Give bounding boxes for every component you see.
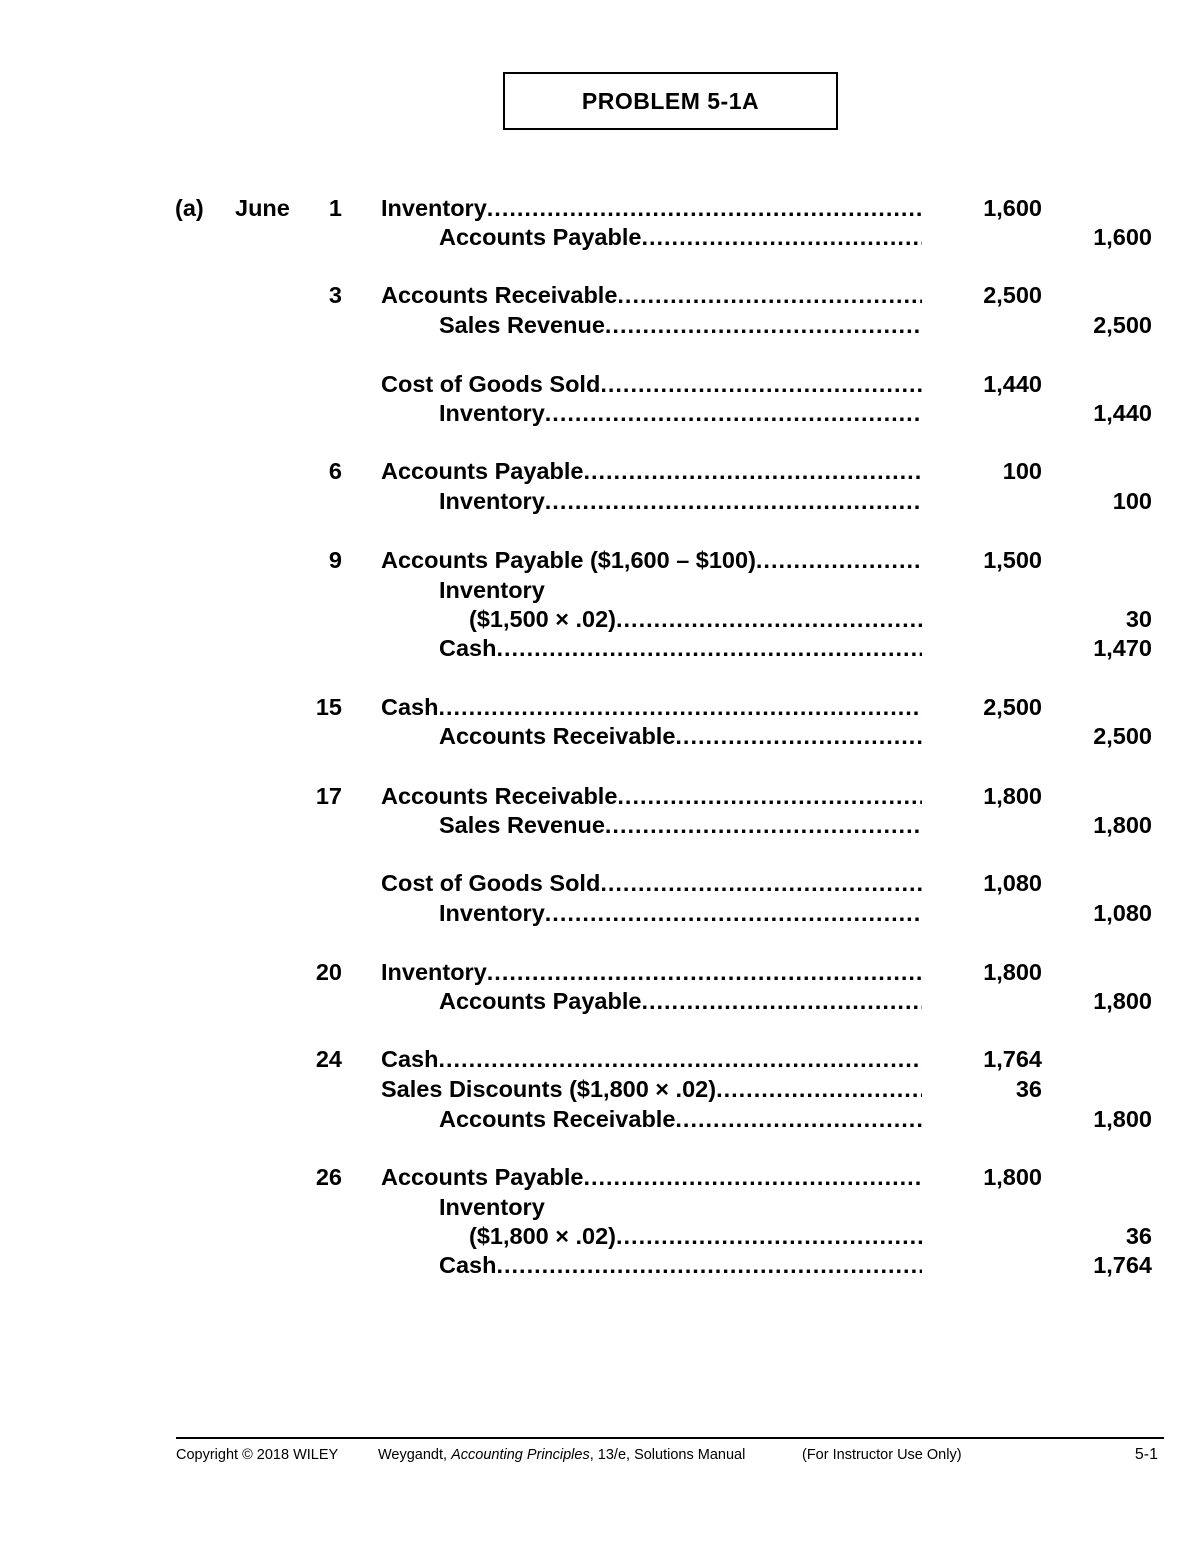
dot-leader [496, 633, 922, 663]
credit-account [439, 898, 922, 928]
dot-leader [716, 1074, 922, 1104]
credit-amount: 1,080 [1093, 900, 1152, 926]
dot-leader [641, 986, 922, 1016]
journal-line [0, 986, 1200, 1016]
journal-line [0, 193, 1200, 223]
account-name: Sales Revenue [439, 812, 605, 838]
account-name: ($1,800 × .02) [469, 1223, 616, 1249]
journal-line [0, 957, 1200, 987]
credit-account [439, 633, 922, 663]
credit-amount: 1,600 [1093, 224, 1152, 250]
credit-account [439, 1192, 922, 1222]
dot-leader [605, 810, 922, 840]
debit-amount: 100 [1002, 458, 1042, 484]
account-name: Accounts Payable [439, 988, 642, 1014]
dot-leader [583, 456, 922, 486]
entry-date: 9 [328, 547, 342, 573]
account-name: Cash [381, 694, 439, 720]
journal-line [0, 1162, 1200, 1192]
journal-line [0, 1221, 1200, 1251]
account-name: Accounts Payable ($1,600 – $100) [381, 547, 756, 573]
journal-line [0, 1192, 1200, 1222]
dot-leader [641, 222, 922, 252]
month-label: June [235, 195, 290, 221]
dot-leader [605, 310, 922, 340]
page-footer [176, 1445, 1164, 1465]
credit-amount: 2,500 [1093, 312, 1152, 338]
entry-date: 26 [315, 1164, 342, 1190]
debit-account [381, 280, 922, 310]
credit-account [439, 721, 922, 751]
dot-leader [487, 957, 922, 987]
footer-usage-note: (For Instructor Use Only) [802, 1447, 962, 1463]
debit-amount: 1,080 [983, 870, 1042, 896]
credit-amount: 1,800 [1093, 812, 1152, 838]
debit-amount: 1,440 [983, 371, 1042, 397]
debit-account [381, 957, 922, 987]
debit-account [381, 781, 922, 811]
credit-account [439, 486, 922, 516]
debit-amount: 1,800 [983, 959, 1042, 985]
debit-amount: 1,800 [983, 783, 1042, 809]
debit-amount: 1,764 [983, 1046, 1042, 1072]
credit-account [469, 1221, 922, 1251]
credit-amount: 1,764 [1093, 1252, 1152, 1278]
account-name: Accounts Receivable [439, 723, 676, 749]
entry-date: 3 [328, 282, 342, 308]
journal-line [0, 398, 1200, 428]
journal-line [0, 575, 1200, 605]
debit-amount: 2,500 [983, 694, 1042, 720]
journal-line [0, 633, 1200, 663]
credit-account [439, 810, 922, 840]
journal-line [0, 1250, 1200, 1280]
credit-account [439, 398, 922, 428]
debit-account [381, 369, 922, 399]
debit-amount: 2,500 [983, 282, 1042, 308]
entry-date: 17 [315, 783, 342, 809]
account-name: Accounts Receivable [381, 783, 618, 809]
account-name: Inventory [381, 959, 487, 985]
dot-leader [675, 1104, 922, 1134]
credit-account [439, 575, 922, 605]
journal-line [0, 781, 1200, 811]
credit-amount: 1,800 [1093, 1106, 1152, 1132]
account-name: Accounts Payable [439, 224, 642, 250]
dot-leader [756, 545, 922, 575]
account-name: Sales Discounts ($1,800 × .02) [381, 1076, 717, 1102]
credit-amount: 1,470 [1093, 635, 1152, 661]
credit-amount: 2,500 [1093, 723, 1152, 749]
account-name: ($1,500 × .02) [469, 606, 616, 632]
account-name: Cash [381, 1046, 439, 1072]
dot-leader [583, 1162, 922, 1192]
journal-line [0, 868, 1200, 898]
credit-amount: 1,440 [1093, 400, 1152, 426]
entry-date: 6 [328, 458, 342, 484]
journal-line [0, 898, 1200, 928]
credit-account [439, 1104, 922, 1134]
credit-account [439, 310, 922, 340]
footer-book-title: Accounting Principles [451, 1447, 590, 1463]
account-name: Accounts Payable [381, 1164, 584, 1190]
journal-line [0, 369, 1200, 399]
debit-account [381, 545, 922, 575]
footer-divider [176, 1437, 1164, 1439]
journal-line [0, 721, 1200, 751]
journal-line [0, 280, 1200, 310]
journal-line [0, 545, 1200, 575]
account-name: Accounts Payable [381, 458, 584, 484]
credit-amount: 30 [1125, 606, 1152, 632]
page-number: 5-1 [1134, 1446, 1158, 1463]
footer-edition: , 13/e, Solutions Manual [589, 1447, 746, 1463]
dot-leader [617, 781, 922, 811]
dot-leader [616, 604, 922, 634]
account-name: Inventory [439, 577, 545, 603]
dot-leader [438, 1044, 922, 1074]
debit-account [381, 193, 922, 223]
credit-account [469, 604, 922, 634]
dot-leader [545, 486, 922, 516]
debit-amount: 36 [1015, 1076, 1042, 1102]
journal-line [0, 486, 1200, 516]
account-name: Accounts Receivable [381, 282, 618, 308]
entry-date: 1 [328, 195, 342, 221]
credit-account [439, 222, 922, 252]
entry-date: 15 [315, 694, 342, 720]
dot-leader [600, 369, 922, 399]
footer-copyright: Copyright © 2018 WILEY [176, 1447, 339, 1463]
credit-amount: 1,800 [1093, 988, 1152, 1014]
dot-leader [545, 898, 922, 928]
journal-line [0, 692, 1200, 722]
credit-amount: 36 [1125, 1223, 1152, 1249]
account-name: Sales Revenue [439, 312, 605, 338]
journal-line [0, 810, 1200, 840]
debit-account [381, 868, 922, 898]
account-name: Inventory [439, 488, 545, 514]
account-name: Inventory [439, 1194, 545, 1220]
journal-line [0, 456, 1200, 486]
dot-leader [675, 721, 922, 751]
debit-account [381, 692, 922, 722]
debit-account [381, 1044, 922, 1074]
dot-leader [487, 193, 922, 223]
dot-leader [496, 1250, 922, 1280]
part-label: (a) [175, 195, 204, 221]
entry-date: 24 [315, 1046, 342, 1072]
credit-account [439, 986, 922, 1016]
journal-line [0, 1074, 1200, 1104]
journal-line [0, 222, 1200, 252]
dot-leader [438, 692, 922, 722]
journal-line [0, 604, 1200, 634]
footer-author: Weygandt, [378, 1447, 452, 1463]
credit-account [439, 1250, 922, 1280]
account-name: Cost of Goods Sold [381, 371, 601, 397]
account-name: Accounts Receivable [439, 1106, 676, 1132]
dot-leader [545, 398, 922, 428]
dot-leader [616, 1221, 922, 1251]
debit-amount: 1,500 [983, 547, 1042, 573]
debit-amount: 1,600 [983, 195, 1042, 221]
credit-amount: 100 [1112, 488, 1152, 514]
journal-line [0, 1044, 1200, 1074]
problem-title: PROBLEM 5-1A [503, 72, 838, 130]
account-name: Inventory [439, 900, 545, 926]
dot-leader [600, 868, 922, 898]
debit-account [381, 1074, 922, 1104]
debit-account [381, 1162, 922, 1192]
debit-account [381, 456, 922, 486]
journal-line [0, 310, 1200, 340]
account-name: Cash [439, 1252, 497, 1278]
account-name: Cash [439, 635, 497, 661]
dot-leader [617, 280, 922, 310]
account-name: Inventory [381, 195, 487, 221]
entry-date: 20 [315, 959, 342, 985]
account-name: Inventory [439, 400, 545, 426]
account-name: Cost of Goods Sold [381, 870, 601, 896]
footer-book-citation [378, 1445, 745, 1465]
journal-line [0, 1104, 1200, 1134]
debit-amount: 1,800 [983, 1164, 1042, 1190]
